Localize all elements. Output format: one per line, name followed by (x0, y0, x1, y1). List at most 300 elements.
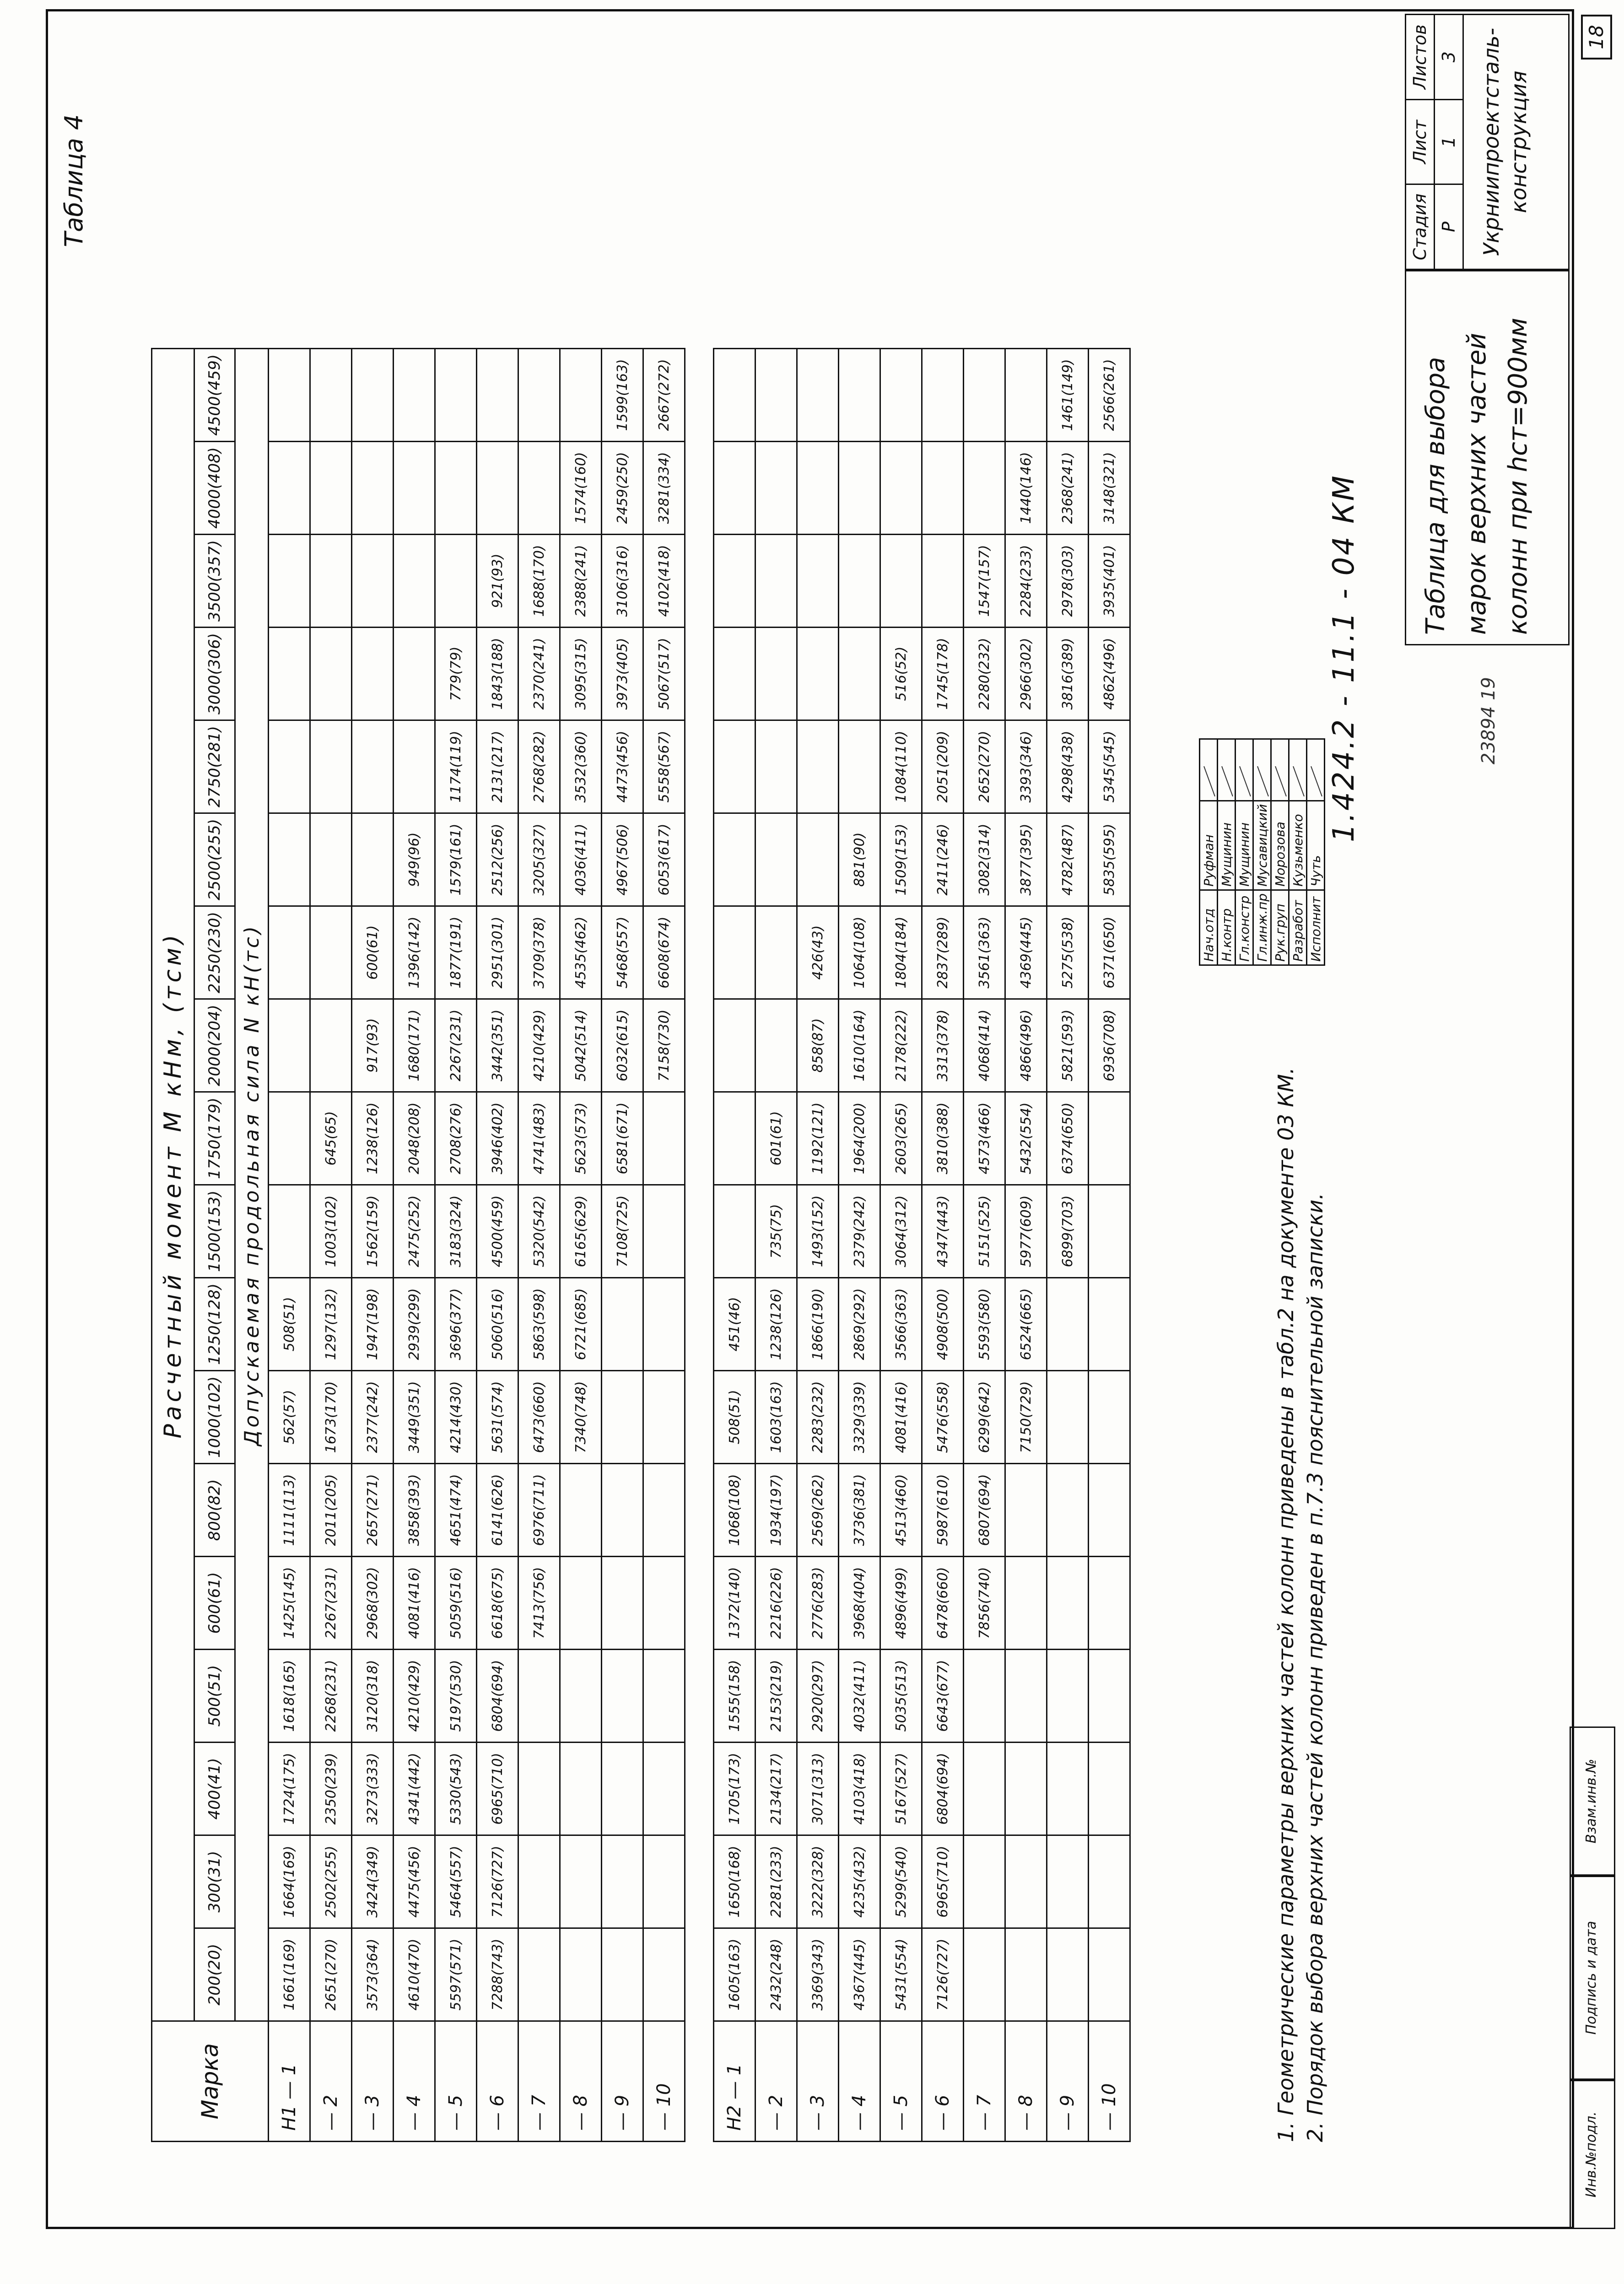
force-cell: 5631(574) (477, 1371, 518, 1464)
force-cell (1047, 1650, 1089, 1743)
force-cell (922, 349, 964, 442)
force-cell: 3120(318) (352, 1650, 394, 1743)
signature-row (1218, 739, 1236, 965)
side-label-sign: Подпись и дата (1570, 1876, 1615, 2080)
table-row (310, 349, 352, 2142)
force-cell: 3064(312) (880, 1185, 922, 1278)
force-cell (1089, 1185, 1130, 1278)
force-cell (714, 999, 755, 1092)
force-cell: 6478(660) (922, 1557, 964, 1650)
sheet-header: Лист (1406, 99, 1434, 184)
force-cell (269, 1185, 310, 1278)
force-cell (560, 1464, 602, 1557)
signature-cell (1200, 739, 1218, 801)
force-cell: 426(43) (797, 906, 839, 999)
force-cell (352, 628, 394, 720)
force-cell (310, 628, 352, 720)
force-cell (643, 1743, 685, 1835)
force-cell: 2920(297) (797, 1650, 839, 1743)
force-cell: 5042(514) (560, 999, 602, 1092)
table-row (602, 349, 643, 2142)
force-cell (880, 535, 922, 628)
table-row (880, 349, 922, 2142)
force-cell (643, 1371, 685, 1464)
force-cell (880, 442, 922, 535)
stage-header: Стадия (1406, 184, 1434, 269)
force-header: Допускаемая продольная сила N кН(тс) (235, 349, 269, 2021)
force-cell: 5821(593) (1047, 999, 1089, 1092)
force-cell (755, 906, 797, 999)
force-cell (352, 535, 394, 628)
moment-col-header: 2000(204) (194, 999, 235, 1092)
force-cell (602, 1650, 643, 1743)
force-cell: 2281(233) (755, 1835, 797, 1928)
force-cell: 6976(711) (518, 1464, 560, 1557)
force-cell: 2459(250) (602, 442, 643, 535)
force-cell (964, 349, 1005, 442)
force-cell (518, 1743, 560, 1835)
force-cell (560, 1650, 602, 1743)
force-cell: 2280(232) (964, 628, 1005, 720)
mark-cell: — 2 (310, 2021, 352, 2142)
force-cell: 4573(466) (964, 1092, 1005, 1185)
force-cell (435, 349, 477, 442)
force-cell: 3424(349) (352, 1835, 394, 1928)
force-cell: 5431(554) (880, 1928, 922, 2021)
force-cell: 3449(351) (394, 1371, 435, 1464)
force-cell (477, 442, 518, 535)
force-cell: 4103(418) (839, 1743, 880, 1835)
table-row (922, 349, 964, 2142)
force-cell (714, 1185, 755, 1278)
force-cell: 1934(197) (755, 1464, 797, 1557)
force-cell: 1603(163) (755, 1371, 797, 1464)
force-cell (1005, 1835, 1047, 1928)
group-h2 (714, 349, 1130, 2142)
force-cell (1089, 1928, 1130, 2021)
force-cell: 7126(727) (477, 1835, 518, 1928)
force-cell: 2377(242) (352, 1371, 394, 1464)
force-cell: 2978(303) (1047, 535, 1089, 628)
force-cell: 645(65) (310, 1092, 352, 1185)
force-cell: 735(75) (755, 1185, 797, 1278)
force-cell: 1174(119) (435, 720, 477, 813)
force-cell: 4475(456) (394, 1835, 435, 1928)
force-cell: 6141(626) (477, 1464, 518, 1557)
force-cell (755, 720, 797, 813)
role-cell: Исполнит (1307, 890, 1325, 965)
force-cell: 881(90) (839, 813, 880, 906)
force-cell (310, 349, 352, 442)
force-cell: 4610(470) (394, 1928, 435, 2021)
force-cell (1005, 349, 1047, 442)
force-cell (518, 1928, 560, 2021)
force-cell: 5067(517) (643, 628, 685, 720)
force-cell (518, 442, 560, 535)
force-cell: 1579(161) (435, 813, 477, 906)
mark-cell: — 3 (352, 2021, 394, 2142)
moment-col-header: 2250(230) (194, 906, 235, 999)
force-cell (714, 813, 755, 906)
force-cell (518, 1835, 560, 1928)
force-cell (755, 442, 797, 535)
mark-cell: — 5 (435, 2021, 477, 2142)
force-cell: 2268(231) (310, 1650, 352, 1743)
force-cell: 5345(545) (1089, 720, 1130, 813)
force-cell (964, 442, 1005, 535)
table-row (1005, 349, 1047, 2142)
force-cell: 2667(272) (643, 349, 685, 442)
force-cell: 6643(677) (922, 1650, 964, 1743)
force-cell: 1680(171) (394, 999, 435, 1092)
force-cell: 4341(442) (394, 1743, 435, 1835)
force-cell: 2708(276) (435, 1092, 477, 1185)
force-cell: 6473(660) (518, 1371, 560, 1464)
force-cell: 5432(554) (1005, 1092, 1047, 1185)
force-cell (1089, 1278, 1130, 1371)
sheets-value: 3 (1439, 51, 1459, 63)
drawing-title: Таблица для выбора марок верхних частей колонн при hст=900мм (1405, 270, 1570, 645)
force-cell: 5835(595) (1089, 813, 1130, 906)
force-cell (714, 1092, 755, 1185)
force-cell: 6721(685) (560, 1278, 602, 1371)
force-cell: 917(93) (352, 999, 394, 1092)
force-cell: 2512(256) (477, 813, 518, 906)
force-cell (560, 1835, 602, 1928)
force-cell (477, 349, 518, 442)
force-cell: 1664(169) (269, 1835, 310, 1928)
force-cell: 2939(299) (394, 1278, 435, 1371)
role-cell: Рук.груп (1271, 890, 1289, 965)
force-cell (643, 1092, 685, 1185)
moment-col-header: 2750(281) (194, 720, 235, 813)
mark-cell: — 2 (755, 2021, 797, 2142)
force-cell: 6807(694) (964, 1464, 1005, 1557)
force-cell (1005, 1743, 1047, 1835)
signature-cell (1307, 739, 1325, 801)
force-cell: 2131(217) (477, 720, 518, 813)
role-cell: Разработ (1289, 890, 1307, 965)
mark-cell: Н2 — 1 (714, 2021, 755, 2142)
force-cell: 2968(302) (352, 1557, 394, 1650)
force-cell: 5476(558) (922, 1371, 964, 1464)
moment-col-header: 3000(306) (194, 628, 235, 720)
force-cell (1089, 1743, 1130, 1835)
force-cell (714, 720, 755, 813)
force-cell: 4908(500) (922, 1278, 964, 1371)
signature-row (1271, 739, 1289, 965)
mark-cell: — 7 (518, 2021, 560, 2142)
force-cell: 4235(432) (839, 1835, 880, 1928)
force-cell (394, 720, 435, 813)
handwritten-signature (1275, 766, 1287, 796)
force-cell (1047, 1278, 1089, 1371)
force-cell (394, 442, 435, 535)
force-cell: 3369(343) (797, 1928, 839, 2021)
force-cell: 5593(580) (964, 1278, 1005, 1371)
force-cell: 2603(265) (880, 1092, 922, 1185)
mark-header: Марка (152, 2021, 269, 2142)
force-cell (310, 442, 352, 535)
force-cell: 3973(405) (602, 628, 643, 720)
force-cell: 1705(173) (714, 1743, 755, 1835)
force-cell (310, 535, 352, 628)
stage-value: Р (1435, 184, 1462, 269)
force-cell: 2216(226) (755, 1557, 797, 1650)
force-cell: 5151(525) (964, 1185, 1005, 1278)
force-cell: 1877(191) (435, 906, 477, 999)
force-cell (922, 535, 964, 628)
force-cell (352, 442, 394, 535)
force-cell: 3222(328) (797, 1835, 839, 1928)
table-row (1047, 349, 1089, 2142)
force-cell: 949(96) (394, 813, 435, 906)
force-cell: 5987(610) (922, 1464, 964, 1557)
force-cell: 3561(363) (964, 906, 1005, 999)
force-cell: 3183(324) (435, 1185, 477, 1278)
force-cell: 1562(159) (352, 1185, 394, 1278)
force-cell: 2379(242) (839, 1185, 880, 1278)
force-cell: 1866(190) (797, 1278, 839, 1371)
force-cell: 3810(388) (922, 1092, 964, 1185)
force-cell: 7158(730) (643, 999, 685, 1092)
signature-cell (1236, 739, 1253, 801)
force-cell: 6374(650) (1047, 1092, 1089, 1185)
force-cell: 2652(270) (964, 720, 1005, 813)
force-cell (1005, 1464, 1047, 1557)
force-cell (394, 628, 435, 720)
force-cell: 3877(395) (1005, 813, 1047, 906)
force-cell: 7856(740) (964, 1557, 1005, 1650)
force-cell: 2283(232) (797, 1371, 839, 1464)
handwritten-signature (1221, 766, 1233, 796)
force-cell (964, 1835, 1005, 1928)
force-cell: 5558(567) (643, 720, 685, 813)
force-cell: 4513(460) (880, 1464, 922, 1557)
force-cell (643, 1835, 685, 1928)
table-row (560, 349, 602, 2142)
moment-col-header: 2500(255) (194, 813, 235, 906)
role-cell: Гл.констр (1236, 890, 1253, 965)
force-cell: 508(51) (269, 1278, 310, 1371)
table-row (352, 349, 394, 2142)
force-cell: 7413(756) (518, 1557, 560, 1650)
force-cell (964, 1743, 1005, 1835)
moment-header: Расчетный момент М кНм, (тсм) (152, 349, 194, 2021)
force-cell: 508(51) (714, 1371, 755, 1464)
force-cell: 1372(140) (714, 1557, 755, 1650)
force-cell: 4967(506) (602, 813, 643, 906)
force-cell: 1673(170) (310, 1371, 352, 1464)
force-cell: 5275(538) (1047, 906, 1089, 999)
table-row (714, 349, 755, 2142)
force-cell: 2267(231) (435, 999, 477, 1092)
note-1: 1. Геометрические параметры верхних частей колонн приведены в табл.2 на документе 03 КМ. (1273, 1067, 1298, 2142)
force-cell: 2411(246) (922, 813, 964, 906)
mark-cell: — 8 (560, 2021, 602, 2142)
force-cell: 1440(146) (1005, 442, 1047, 535)
force-cell: 1599(163) (602, 349, 643, 442)
mark-cell: — 5 (880, 2021, 922, 2142)
force-cell: 5468(557) (602, 906, 643, 999)
force-cell (1089, 1835, 1130, 1928)
force-cell: 2569(262) (797, 1464, 839, 1557)
stage-header-row (1406, 15, 1435, 269)
force-cell: 2869(292) (839, 1278, 880, 1371)
force-cell (839, 628, 880, 720)
force-cell: 6165(629) (560, 1185, 602, 1278)
force-cell (310, 720, 352, 813)
force-cell (1089, 1464, 1130, 1557)
signature-table (1199, 738, 1325, 966)
force-cell: 779(79) (435, 628, 477, 720)
force-cell (714, 442, 755, 535)
signature-cell (1271, 739, 1289, 801)
table-row (964, 349, 1005, 2142)
moment-values-row (194, 349, 235, 2142)
force-cell: 3532(360) (560, 720, 602, 813)
force-cell: 4369(445) (1005, 906, 1047, 999)
moment-col-header: 4000(408) (194, 442, 235, 535)
force-cell: 1396(142) (394, 906, 435, 999)
force-cell: 2267(231) (310, 1557, 352, 1650)
table-row (269, 349, 310, 2142)
force-cell: 2776(283) (797, 1557, 839, 1650)
force-cell (714, 906, 755, 999)
force-cell: 2134(217) (755, 1743, 797, 1835)
force-cell: 4210(429) (394, 1650, 435, 1743)
force-cell: 5059(516) (435, 1557, 477, 1650)
force-cell: 2432(248) (755, 1928, 797, 2021)
force-cell: 4473(456) (602, 720, 643, 813)
mark-cell: — 9 (1047, 2021, 1089, 2142)
force-cell (310, 906, 352, 999)
force-cell: 5623(573) (560, 1092, 602, 1185)
force-cell: 1605(163) (714, 1928, 755, 2021)
force-cell: 3313(378) (922, 999, 964, 1092)
force-cell (755, 535, 797, 628)
title-block-right (1199, 14, 1570, 645)
force-cell: 4081(416) (880, 1371, 922, 1464)
force-cell: 1003(102) (310, 1185, 352, 1278)
force-cell: 858(87) (797, 999, 839, 1092)
force-cell: 7126(727) (922, 1928, 964, 2021)
force-cell (755, 628, 797, 720)
group-separator (685, 349, 714, 2142)
force-cell: 3946(402) (477, 1092, 518, 1185)
force-cell: 516(52) (880, 628, 922, 720)
force-cell (560, 1928, 602, 2021)
force-cell: 1745(178) (922, 628, 964, 720)
signature-row (1200, 739, 1218, 965)
force-cell: 3205(327) (518, 813, 560, 906)
force-cell: 2566(261) (1089, 349, 1130, 442)
force-cell: 4862(496) (1089, 628, 1130, 720)
force-cell (310, 813, 352, 906)
table-row (839, 349, 880, 2142)
force-cell (714, 535, 755, 628)
force-cell (797, 628, 839, 720)
signature-cell (1218, 739, 1236, 801)
force-cell (880, 349, 922, 442)
stage-box (1405, 14, 1570, 270)
force-cell: 2657(271) (352, 1464, 394, 1557)
force-cell (1089, 1371, 1130, 1464)
force-cell: 2048(208) (394, 1092, 435, 1185)
force-cell (269, 628, 310, 720)
force-cell (1005, 1928, 1047, 2021)
force-cell: 3935(401) (1089, 535, 1130, 628)
force-cell: 2178(222) (880, 999, 922, 1092)
force-cell: 1509(153) (880, 813, 922, 906)
name-cell: Кузьменко (1289, 801, 1307, 890)
force-cell (714, 628, 755, 720)
force-cell (1089, 1650, 1130, 1743)
force-cell: 6936(708) (1089, 999, 1130, 1092)
force-cell (839, 535, 880, 628)
moment-col-header: 4500(459) (194, 349, 235, 442)
force-cell (839, 349, 880, 442)
mark-cell: — 7 (964, 2021, 1005, 2142)
force-cell: 4741(483) (518, 1092, 560, 1185)
force-cell: 1947(198) (352, 1278, 394, 1371)
force-cell: 1238(126) (352, 1092, 394, 1185)
force-cell: 1688(170) (518, 535, 560, 628)
force-cell: 1425(145) (269, 1557, 310, 1650)
signature-cell (1289, 739, 1307, 801)
force-cell (643, 1650, 685, 1743)
handwritten-signature (1311, 766, 1322, 796)
force-cell: 2475(252) (394, 1185, 435, 1278)
force-cell: 4347(443) (922, 1185, 964, 1278)
force-cell (435, 442, 477, 535)
page-number: 18 (1581, 15, 1612, 60)
force-cell: 1964(200) (839, 1092, 880, 1185)
force-cell (1047, 1835, 1089, 1928)
force-cell: 5977(609) (1005, 1185, 1047, 1278)
force-cell: 1493(152) (797, 1185, 839, 1278)
force-cell: 3566(363) (880, 1278, 922, 1371)
force-cell: 1297(132) (310, 1278, 352, 1371)
force-cell: 1547(157) (964, 535, 1005, 628)
force-cell (602, 1928, 643, 2021)
force-cell: 3816(389) (1047, 628, 1089, 720)
force-cell: 1724(175) (269, 1743, 310, 1835)
mark-cell: — 4 (394, 2021, 435, 2142)
force-cell: 6608(674) (643, 906, 685, 999)
moment-col-header: 800(82) (194, 1464, 235, 1557)
force-cell (352, 813, 394, 906)
force-cell: 7108(725) (602, 1185, 643, 1278)
table-row (755, 349, 797, 2142)
force-cell (518, 1650, 560, 1743)
force-cell (643, 1278, 685, 1371)
moment-col-header: 1000(102) (194, 1371, 235, 1464)
force-cell: 2153(219) (755, 1650, 797, 1743)
force-cell (1047, 1464, 1089, 1557)
force-cell (643, 1928, 685, 2021)
notes (1272, 952, 1331, 2142)
side-label-repl: Взам.инв.№ (1570, 1727, 1615, 1876)
force-cell: 1555(158) (714, 1650, 755, 1743)
force-cell: 4210(429) (518, 999, 560, 1092)
force-cell (602, 1557, 643, 1650)
name-cell: Морозова (1271, 801, 1289, 890)
force-cell: 600(61) (352, 906, 394, 999)
mark-cell: Н1 — 1 (269, 2021, 310, 2142)
force-cell (1005, 1650, 1047, 1743)
force-cell: 3709(378) (518, 906, 560, 999)
